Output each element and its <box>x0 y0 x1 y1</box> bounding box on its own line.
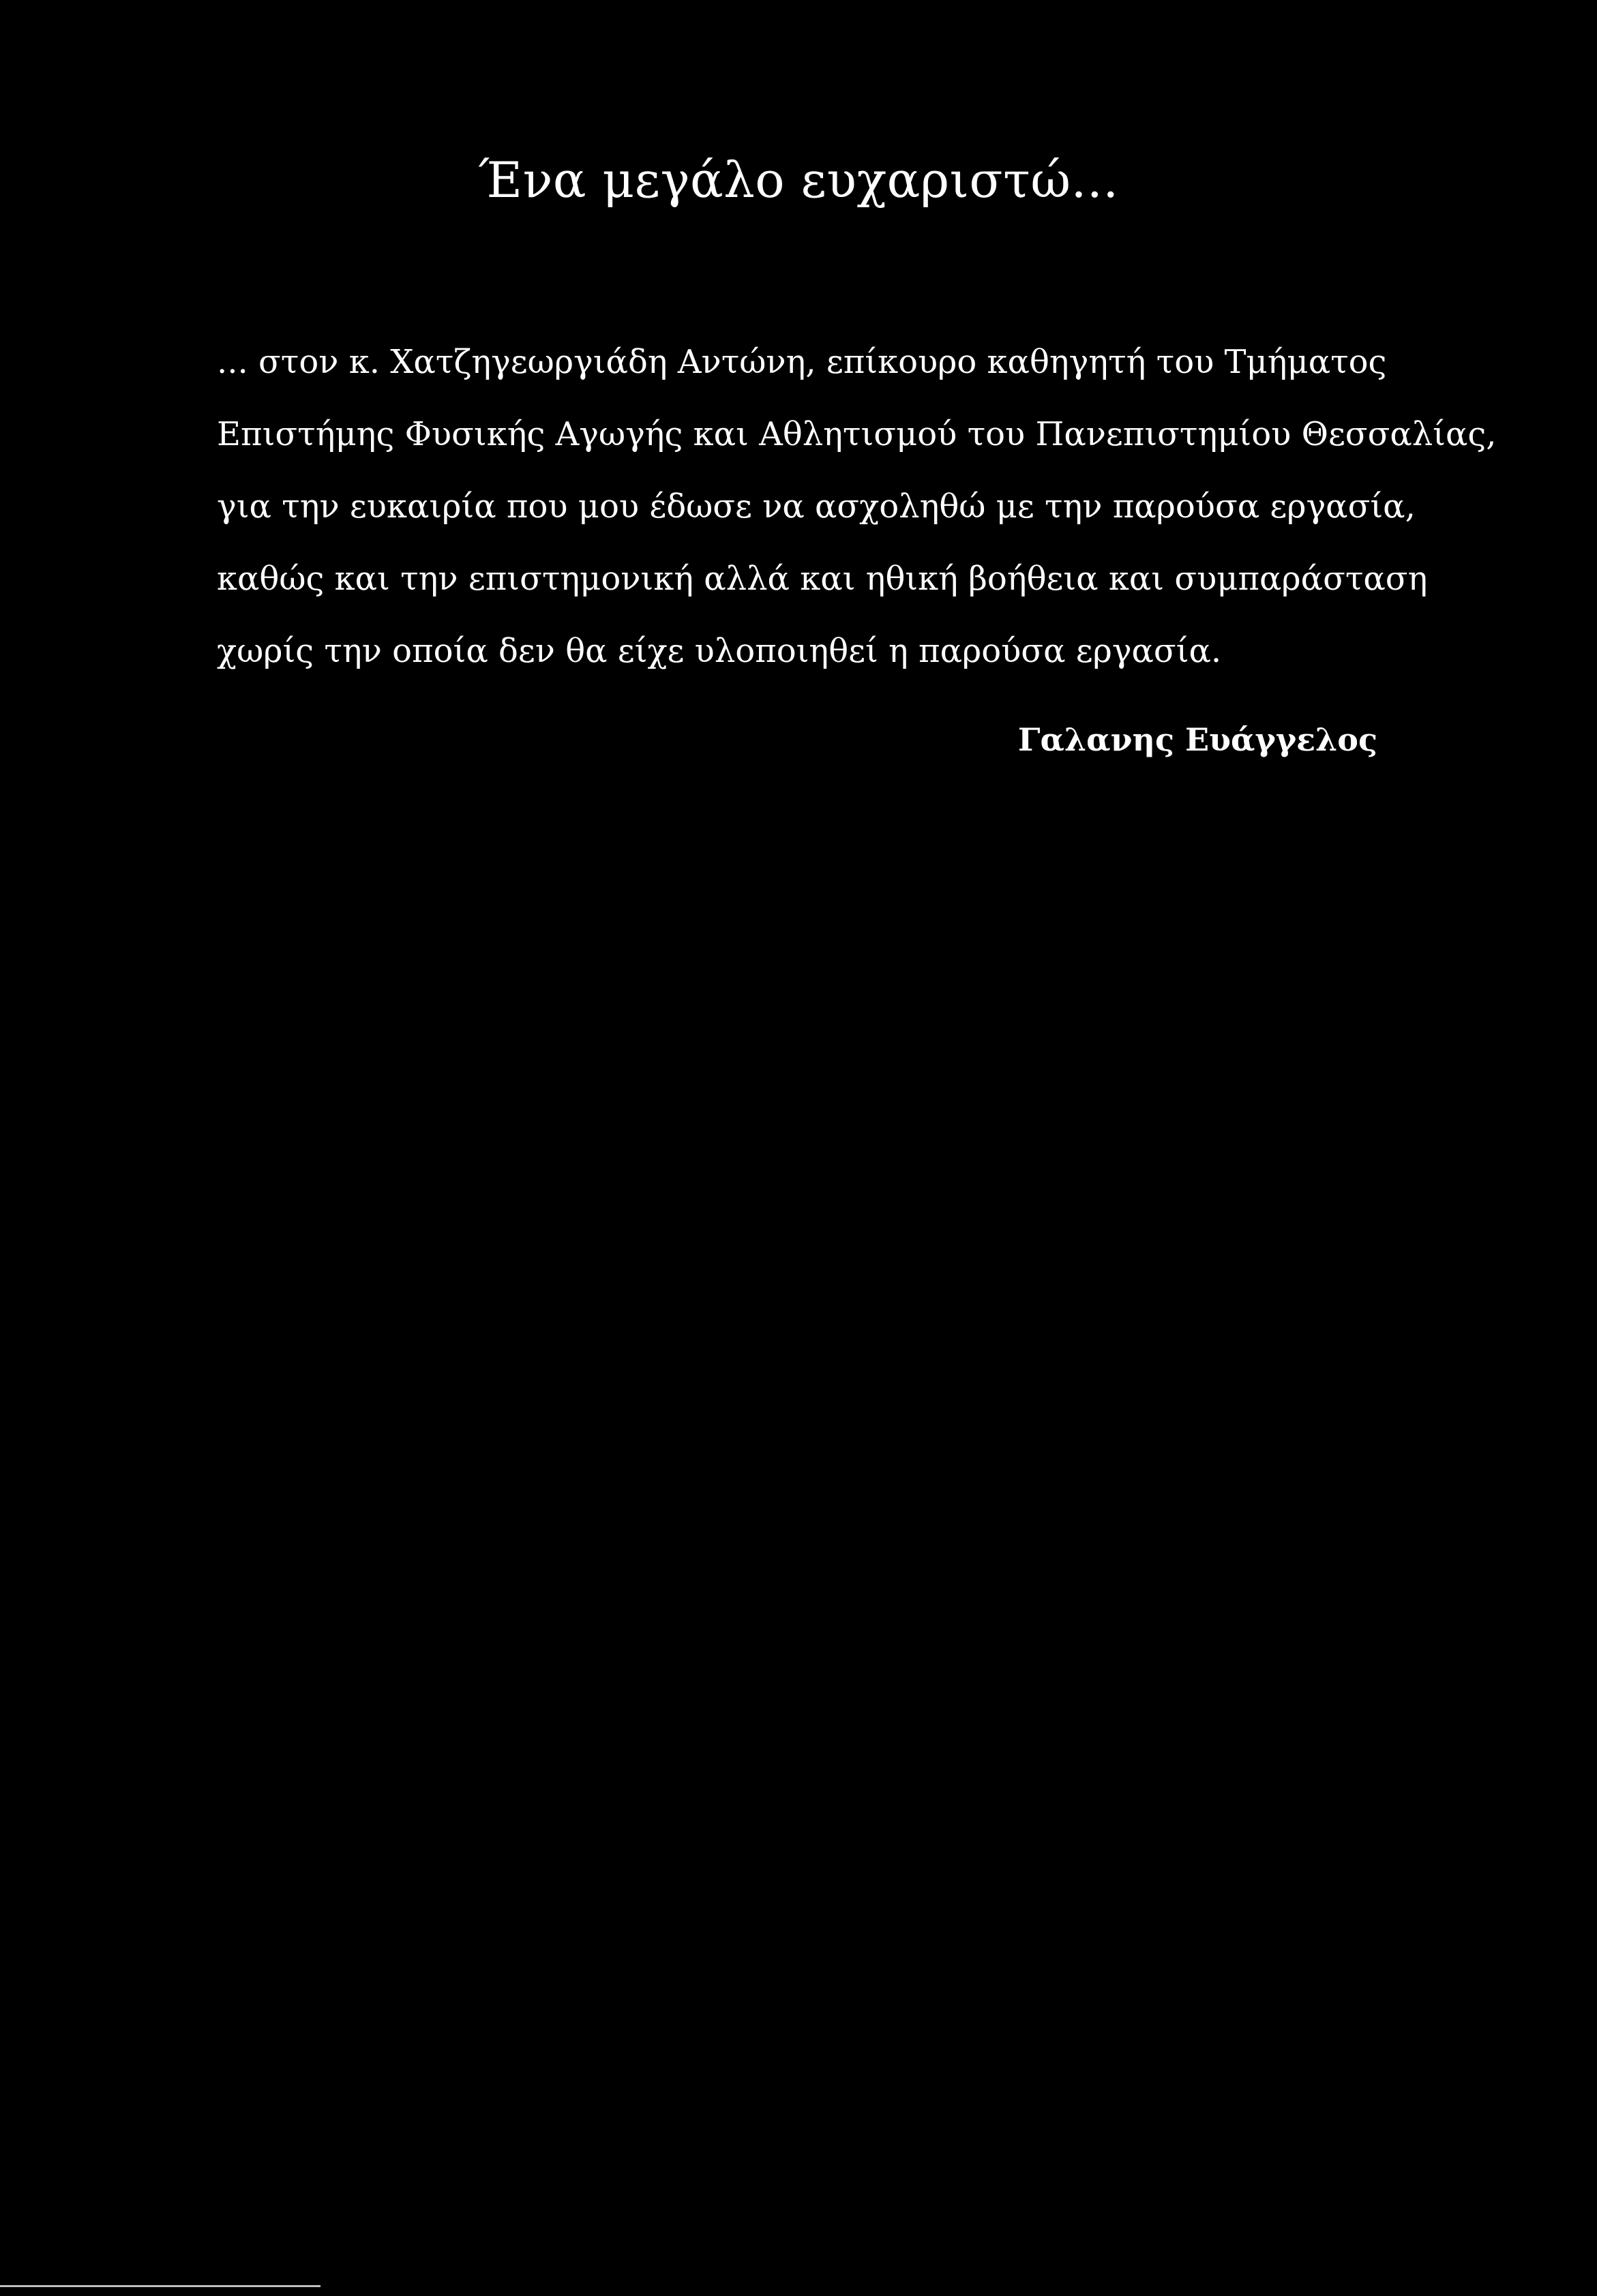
signature: Γαλανης Ευάγγελος <box>1017 721 1377 758</box>
acknowledgement-paragraph <box>217 326 1497 687</box>
page-title: Ένα μεγάλο ευχαριστώ... <box>478 151 1119 209</box>
footnote-divider <box>0 2285 320 2287</box>
paragraph-line: καθώς και την επιστημονική αλλά και ηθική βοήθεια και συμπαράσταση <box>217 560 1428 598</box>
paragraph-line: χωρίς την οποία δεν θα είχε υλοποιηθεί η παρούσα εργασία. <box>217 632 1222 670</box>
paragraph-line: για την ευκαιρία που μου έδωσε να ασχοληθώ με την παρούσα εργασία, <box>217 487 1416 526</box>
paragraph-line: ... στον κ. Χατζηγεωργιάδη Αντώνη, επίκουρο καθηγητή του Τμήματος <box>217 343 1387 381</box>
paragraph-line: Επιστήμης Φυσικής Αγωγής και Αθλητισμού του Πανεπιστημίου Θεσσαλίας, <box>217 415 1497 453</box>
